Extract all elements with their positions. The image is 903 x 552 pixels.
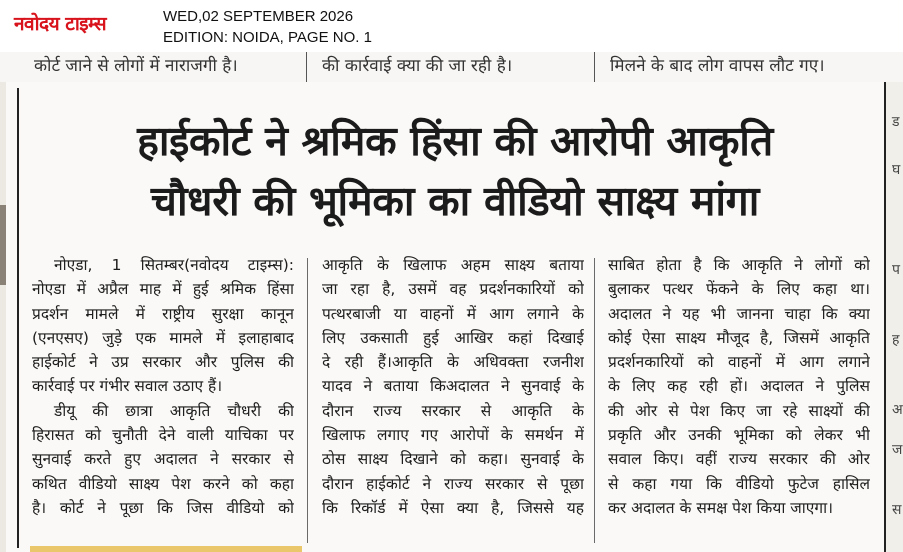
left-page-edge bbox=[0, 82, 6, 552]
body-text-line: दौरान हाईकोर्ट ने राज्य सरकार से पूछा bbox=[322, 474, 584, 493]
neighbour-text-fragment: ज bbox=[892, 442, 903, 458]
adjacent-photo-edge bbox=[0, 205, 6, 285]
article-column-1 bbox=[32, 253, 294, 520]
body-text-line: कोई ऐसा साक्ष्य मौजूद है, जिसमें आकृति bbox=[608, 328, 870, 347]
edition-page-info: EDITION: NOIDA, PAGE NO. 1 bbox=[163, 29, 372, 46]
previous-article-strip bbox=[0, 52, 903, 82]
neighbour-text-fragment: घ bbox=[892, 162, 901, 178]
body-text-line: है। कोर्ट ने पूछा कि जिस वीडियो को bbox=[32, 498, 294, 517]
previous-article-fragment: कोर्ट जाने से लोगों में नाराजगी है। bbox=[34, 56, 238, 76]
body-text-line: जा रहा है, उसमें वह प्रदर्शनकारियों को bbox=[322, 280, 584, 299]
body-text-line: प्रदर्शन मामले में राष्ट्रीय सुरक्षा कानून bbox=[32, 304, 294, 323]
neighbour-text-fragment: स bbox=[892, 502, 902, 518]
column-divider bbox=[594, 258, 595, 543]
body-text-line: खिलाफ लगाए गए आरोपों के समर्थन में bbox=[322, 426, 584, 445]
body-text-line: बुलाकर पत्थर फेंकने के लिए कहा था। bbox=[608, 280, 870, 299]
body-text-line: दौरान राज्य सरकार से आकृति के bbox=[322, 401, 584, 420]
neighbour-text-fragment: अ bbox=[892, 402, 903, 418]
body-text-line: के लिए कह रही हों। अदालत ने पुलिस bbox=[608, 377, 870, 396]
column-divider bbox=[307, 258, 308, 543]
body-text-line: कि रिकॉर्ड में ऐसा क्या है, जिससे यह bbox=[322, 498, 584, 517]
body-text-line: यादव ने बताया किअदालत ने सुनवाई के bbox=[322, 377, 584, 396]
body-text-line: अदालत ने यह भी जानना चाहा कि क्या bbox=[608, 304, 870, 323]
body-text-line: ठोस साक्ष्य दिखाने को कहा। सुनवाई के bbox=[322, 450, 584, 469]
body-text-line: पत्थरबाजी या वाहनों में आग लगाने के bbox=[322, 304, 584, 323]
article-headline-line-1: हाईकोर्ट ने श्रमिक हिंसा की आरोपी आकृति bbox=[137, 117, 773, 165]
column-divider bbox=[594, 52, 595, 82]
edition-date: WED,02 SEPTEMBER 2026 bbox=[163, 8, 354, 25]
body-text-line: लिए उकसाती हुई आखिर कहां दिखाई bbox=[322, 328, 584, 347]
neighbour-text-fragment: प bbox=[892, 262, 900, 278]
body-text-line: प्रकृति और उनकी भूमिका को लेकर भी bbox=[608, 426, 870, 445]
previous-article-fragment: मिलने के बाद लोग वापस लौट गए। bbox=[610, 56, 825, 76]
body-text-line: नोएडा में अप्रैल माह में हुई श्रमिक हिंसा bbox=[32, 280, 294, 299]
article-column-3 bbox=[608, 253, 870, 520]
body-text-line: दे रही हैं।आकृति के अधिवक्ता रजनीश bbox=[322, 353, 584, 372]
right-page-edge bbox=[884, 82, 903, 552]
article-border-left bbox=[17, 88, 19, 548]
body-text-line: नोएडा, 1 सितम्बर(नवोदय टाइम्स): bbox=[54, 256, 294, 274]
body-text-line: सुनवाई करते हुए अदालत ने सरकार से bbox=[32, 450, 294, 469]
body-text-line: से कहा गया कि वीडियो फुटेज हासिल bbox=[608, 474, 870, 493]
previous-article-fragment: की कार्रवाई क्या की जा रही है। bbox=[322, 56, 513, 76]
body-text-line: सवाल किए। वहीं राज्य सरकार की ओर bbox=[608, 450, 870, 469]
newspaper-logo[interactable]: नवोदय टाइम्स bbox=[14, 13, 107, 35]
article-headline-line-2: चौधरी की भूमिका का वीडियो साक्ष्य मांगा bbox=[150, 177, 760, 225]
body-text-line: आकृति के खिलाफ अहम साक्ष्य बताया bbox=[322, 256, 584, 274]
body-text-line: प्रदर्शनकारियों को वाहनों में आग लगाने bbox=[608, 353, 870, 372]
body-text-line: कर अदालत के समक्ष पेश किया जाएगा। bbox=[608, 498, 833, 517]
neighbour-text-fragment: ड bbox=[892, 114, 900, 130]
body-text-line: (एनएसए) जुड़े एक मामले में इलाहाबाद bbox=[32, 328, 294, 347]
body-text-line: कथित वीडियो साक्ष्य पेश करने को कहा bbox=[32, 474, 294, 493]
column-divider bbox=[306, 52, 307, 82]
neighbour-text-fragment: ह bbox=[892, 332, 900, 348]
body-text-line: की ओर से पेश किए जा रहे साक्ष्यों की bbox=[608, 401, 870, 420]
body-text-line: साबित होता है कि आकृति ने लोगों को bbox=[608, 256, 870, 274]
body-text-line: कार्रवाई पर गंभीर सवाल उठाए हैं। bbox=[32, 377, 223, 396]
body-text-line: हिरासत को चुनौती देने वाली याचिका पर bbox=[32, 426, 294, 445]
article-column-2 bbox=[322, 253, 584, 520]
next-article-accent-bar bbox=[30, 546, 302, 552]
masthead bbox=[0, 0, 903, 52]
body-text-line: डीयू की छात्रा आकृति चौधरी की bbox=[54, 401, 294, 420]
body-text-line: हाईकोर्ट ने उप्र सरकार और पुलिस की bbox=[32, 353, 294, 372]
